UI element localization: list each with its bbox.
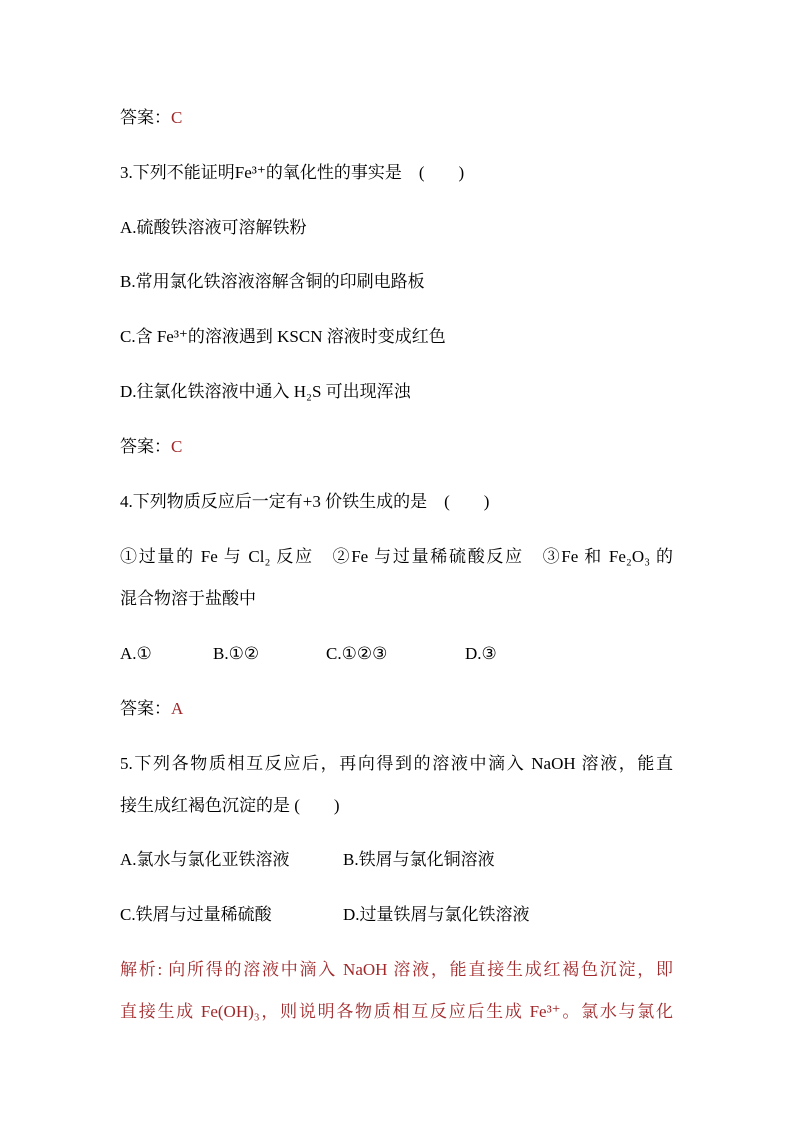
q3-option-b: B.常用氯化铁溶液溶解含铜的印刷电路板 [120,272,425,291]
answer-value: C [171,437,183,456]
q4-stem: 4.下列物质反应后一定有+3 价铁生成的是 ( ) [120,492,490,511]
q5-options-row2 [120,902,673,928]
q3-stem: 3.下列不能证明Fe³⁺的氧化性的事实是 ( ) [120,163,465,182]
q3-option-c: C.含 Fe³⁺的溶液遇到 KSCN 溶液时变成红色 [120,327,446,346]
q4-option-a: A.① [120,644,152,663]
q3-option-a: A.硫酸铁溶液可溶解铁粉 [120,218,307,237]
q4-items-line1: ①过量的 Fe 与 Cl₂ 反应 ②Fe 与过量稀硫酸反应 ③Fe 和 Fe₂O₃ 的 [120,547,673,566]
q5-option-d: D.过量铁屑与氯化铁溶液 [343,905,530,924]
q3-option-d: D.往氯化铁溶液中通入 H₂S 可出现浑浊 [120,382,411,401]
q4-items-line2: 混合物溶于盐酸中 [120,589,256,608]
q5-stem-line1: 5.下列各物质相互反应后，再向得到的溶液中滴入 NaOH 溶液，能直 [120,754,673,773]
q5-stem-line2: 接生成红褐色沉淀的是 ( ) [120,796,340,815]
q4-answer [120,696,183,722]
answer-label: 答案： [120,699,171,718]
q5-option-c: C.铁屑与过量稀硫酸 [120,905,272,924]
q4-option-b: B.①② [213,644,260,663]
q2-answer [120,105,182,131]
explanation-text: 向所得的溶液中滴入 NaOH 溶液，能直接生成红褐色沉淀，即 [162,960,673,979]
q4-option-d: D.③ [465,644,497,663]
q5-option-a: A.氯水与氯化亚铁溶液 [120,850,290,869]
answer-value: A [171,699,184,718]
answer-value: C [171,108,183,127]
q4-options [120,641,673,667]
q5-option-b: B.铁屑与氯化铜溶液 [343,850,495,869]
q5-explanation-line2: 直接生成 Fe(OH)₃，则说明各物质相互反应后生成 Fe³⁺。氯水与氯化 [120,1002,673,1021]
answer-label: 答案： [120,437,171,456]
q5-options-row1 [120,847,673,873]
explanation-label: 解析: [120,960,163,979]
q3-answer [120,434,182,460]
q4-option-c: C.①②③ [326,644,388,663]
q5-explanation-line1 [120,957,673,983]
answer-label: 答案： [120,108,171,127]
